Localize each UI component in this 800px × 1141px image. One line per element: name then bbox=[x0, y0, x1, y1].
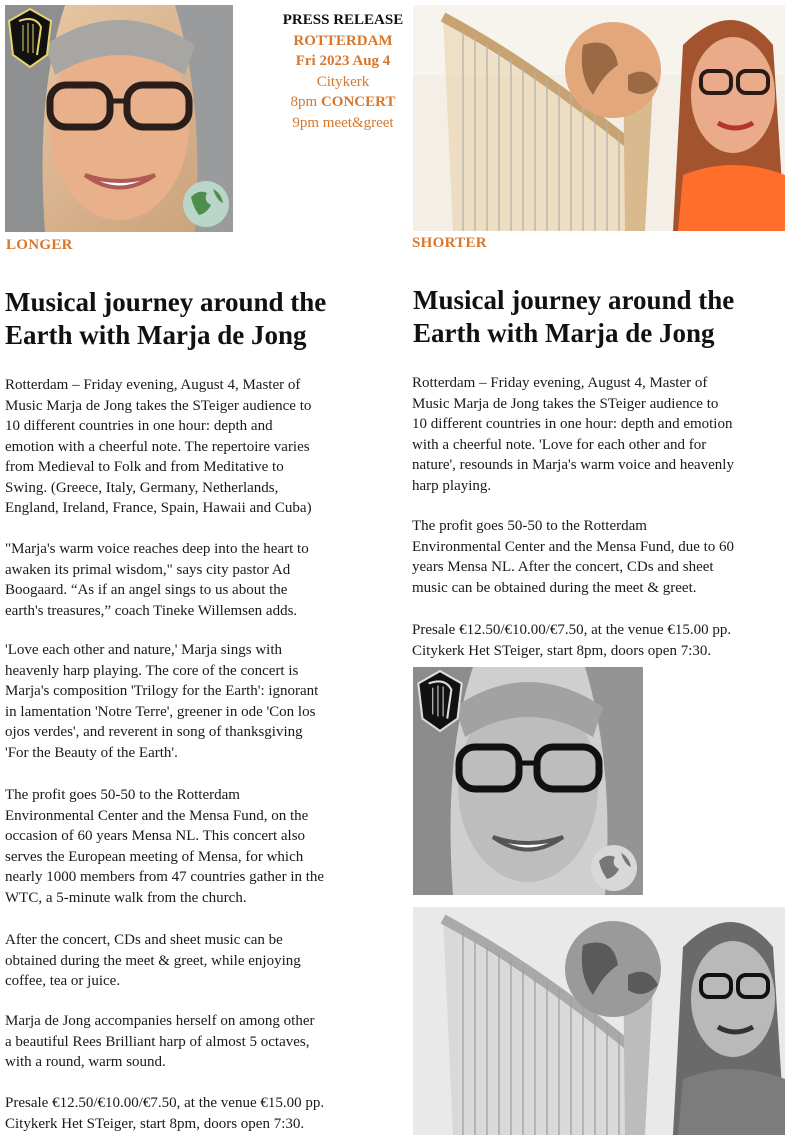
text-line: a beautiful Rees Brilliant harp of almost 5 octaves, bbox=[5, 1033, 310, 1050]
headline-left-line-2: Earth with Marja de Jong bbox=[5, 320, 307, 350]
harp-photo-color bbox=[413, 5, 785, 231]
text-line: Citykerk Het STeiger, start 8pm, doors open 7:30. bbox=[412, 642, 712, 659]
concert-word: CONCERT bbox=[320, 94, 396, 110]
text-line: Environmental Center and the Mensa Fund, on the bbox=[5, 807, 309, 824]
text-line: Marja's composition 'Trilogy for the Earth': ignorant bbox=[5, 683, 319, 699]
text-line: obtained during the meet & greet, while enjoying bbox=[5, 952, 301, 969]
right-paragraph-profit bbox=[412, 516, 734, 598]
headline-left-line-1: Musical journey around the bbox=[5, 287, 327, 317]
right-paragraph-intro bbox=[412, 373, 734, 496]
concert-time: 8pm bbox=[290, 94, 318, 110]
text-line: Music Marja de Jong takes the STeiger audience to bbox=[412, 395, 719, 412]
text-line: earth's treasures,” coach Tineke Willemsen adds. bbox=[5, 602, 298, 619]
harp-badge-icon bbox=[7, 7, 53, 69]
press-release-info bbox=[268, 10, 418, 133]
text-line: nature', resounds in Marja's warm voice and heavenly bbox=[412, 457, 734, 473]
text-line: Swing. (Greece, Italy, Germany, Netherlands, bbox=[5, 479, 279, 496]
portrait-photo-grayscale bbox=[413, 667, 643, 895]
text-line: heavenly harp playing. The core of the concert is bbox=[5, 662, 299, 679]
text-line: years Mensa NL. After the concert, CDs and sheet bbox=[412, 559, 714, 575]
text-line: Presale €12.50/€10.00/€7.50, at the venue €15.00 pp. bbox=[412, 622, 732, 638]
text-line: music can be obtained during the meet & greet. bbox=[412, 579, 697, 596]
right-paragraph-presale bbox=[412, 620, 731, 661]
left-paragraph-harp bbox=[5, 1011, 314, 1073]
text-line: Rotterdam – Friday evening, August 4, Master of bbox=[412, 375, 708, 391]
headline-right-line-2: Earth with Marja de Jong bbox=[413, 318, 715, 348]
text-line: England, Ireland, France, Spain, Hawaii and Cuba) bbox=[5, 500, 312, 516]
text-line: awaken its primal wisdom," says city pastor Ad bbox=[5, 561, 291, 578]
text-line: The profit goes 50-50 to the Rotterdam bbox=[412, 518, 647, 534]
text-line: from Medieval to Folk and from Meditative to bbox=[5, 459, 284, 475]
left-paragraph-quotes bbox=[5, 539, 309, 621]
text-line: coffee, tea or juice. bbox=[5, 973, 121, 989]
longer-label: LONGER bbox=[6, 237, 73, 253]
text-line: The profit goes 50-50 to the Rotterdam bbox=[5, 787, 240, 803]
press-date: Fri 2023 Aug 4 bbox=[295, 53, 391, 69]
portrait-photo-color bbox=[5, 5, 233, 232]
headline-left bbox=[5, 286, 326, 352]
text-line: harp playing. bbox=[412, 477, 492, 494]
press-release-title: PRESS RELEASE bbox=[282, 12, 404, 28]
text-line: 'Love each other and nature,' Marja sings with bbox=[5, 642, 282, 658]
text-line: occasion of 60 years Mensa NL. This concert also bbox=[5, 828, 306, 844]
shorter-label: SHORTER bbox=[412, 235, 487, 251]
text-line: Boogaard. “As if an angel sings to us about the bbox=[5, 582, 288, 598]
text-line: 'For the Beauty of the Earth'. bbox=[5, 744, 178, 761]
text-line: nearly 1000 members from 47 countries gather in the bbox=[5, 869, 325, 885]
text-line: in lamentation 'Notre Terre', greener in ode 'Con los bbox=[5, 703, 316, 720]
harp-photo-grayscale bbox=[413, 907, 785, 1135]
text-line: serves the European meeting of Mensa, for which bbox=[5, 848, 304, 865]
left-paragraph-after-concert bbox=[5, 930, 301, 992]
left-paragraph-profit bbox=[5, 785, 324, 908]
press-meet-greet: 9pm meet&greet bbox=[292, 114, 394, 131]
text-line: emotion with a cheerful note. The repertoire varies bbox=[5, 438, 310, 455]
text-line: 10 different countries in one hour: depth and emotion bbox=[412, 416, 733, 432]
globe-icon bbox=[181, 179, 231, 229]
text-line: with a cheerful note. 'Love for each other and for bbox=[412, 436, 707, 453]
text-line: 10 different countries in one hour: depth and bbox=[5, 418, 273, 434]
text-line: Environmental Center and the Mensa Fund, due to 60 bbox=[412, 538, 735, 555]
text-line: After the concert, CDs and sheet music can be bbox=[5, 932, 283, 948]
text-line: ojos verdes', and reverent in song of thanksgiving bbox=[5, 724, 303, 740]
globe-icon bbox=[589, 843, 639, 893]
text-line: Music Marja de Jong takes the STeiger audience to bbox=[5, 397, 312, 414]
headline-right-line-1: Musical journey around the bbox=[413, 285, 735, 315]
text-line: Citykerk Het STeiger, start 8pm, doors open 7:30. bbox=[5, 1115, 305, 1132]
left-paragraph-presale bbox=[5, 1093, 324, 1134]
text-line: Presale €12.50/€10.00/€7.50, at the venue €15.00 pp. bbox=[5, 1095, 325, 1111]
press-concert-line bbox=[268, 92, 418, 113]
left-paragraph-program bbox=[5, 640, 318, 763]
press-venue: Citykerk bbox=[316, 73, 370, 90]
left-paragraph-intro bbox=[5, 375, 312, 519]
text-line: Rotterdam – Friday evening, August 4, Master of bbox=[5, 377, 301, 393]
text-line: Marja de Jong accompanies herself on among other bbox=[5, 1013, 315, 1029]
press-city: ROTTERDAM bbox=[293, 32, 393, 49]
harp-badge-icon bbox=[415, 669, 465, 733]
headline-right bbox=[413, 284, 734, 350]
text-line: "Marja's warm voice reaches deep into the heart to bbox=[5, 541, 309, 557]
text-line: with a round, warm sound. bbox=[5, 1054, 166, 1070]
text-line: WTC, a 5-minute walk from the church. bbox=[5, 889, 247, 906]
